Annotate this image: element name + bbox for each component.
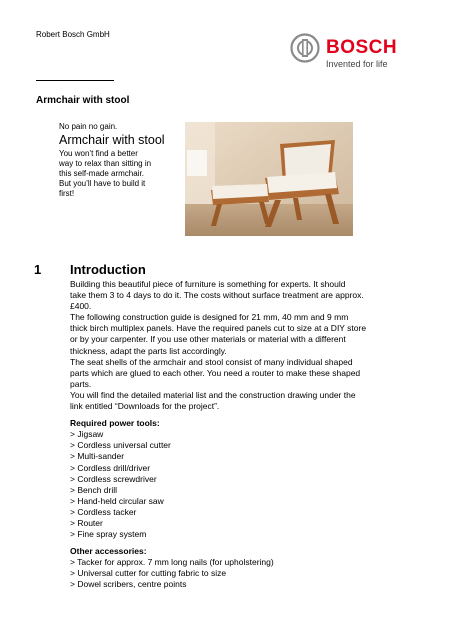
body-line: You will find the detailed material list and the construction drawing under the [70, 389, 356, 400]
list-item: > Universal cutter for cutting fabric to size [70, 568, 227, 579]
body-line: parts. [70, 378, 92, 389]
list-item: > Cordless drill/driver [70, 462, 151, 473]
list-item: > Jigsaw [70, 429, 104, 440]
list-item: > Fine spray system [70, 529, 147, 540]
body-line: take them 3 to 4 days to do it. The costs without surface treatment are approx. [70, 290, 364, 301]
body-line: link entitled “Downloads for the project”. [70, 401, 220, 412]
intro-line: You won’t find a better [59, 149, 138, 158]
intro-tagline: No pain no gain. [59, 122, 118, 131]
list-item: > Hand-held circular saw [70, 495, 164, 506]
chapter-title: Introduction [70, 262, 146, 277]
heading-rule [36, 80, 114, 81]
intro-line: way to relax than sitting in [59, 159, 152, 168]
accessories-list [70, 557, 410, 590]
list-item: > Cordless universal cutter [70, 440, 171, 451]
section-heading: Armchair with stool [36, 95, 130, 106]
intro-line: this self-made armchair. [59, 169, 144, 178]
list-item: > Cordless tacker [70, 506, 137, 517]
body-line: Building this beautiful piece of furniture is something for experts. It should [70, 279, 346, 289]
body-line: thickness, adapt the parts list accordingly. [70, 345, 227, 356]
intro-line: first! [59, 189, 75, 198]
power-tools-heading: Required power tools: [70, 418, 160, 429]
armchair-photo [185, 122, 353, 236]
bosch-tagline: Invented for life [326, 59, 388, 69]
accessories-heading: Other accessories: [70, 546, 147, 557]
list-item: > Cordless screwdriver [70, 473, 157, 484]
chapter-number: 1 [34, 262, 42, 277]
body-text [70, 279, 410, 591]
body-line: or by your carpenter. If you use other materials or material with a different [70, 334, 346, 345]
power-tools-list [70, 429, 410, 540]
bosch-wordmark: BOSCH [326, 37, 398, 58]
body-line: The seat shells of the armchair and stool consist of many individual shaped [70, 356, 353, 367]
body-line: The following construction guide is designed for 21 mm, 40 mm and 9 mm [70, 312, 349, 323]
list-item: > Router [70, 517, 103, 528]
bosch-armature-icon [290, 33, 320, 63]
list-item: > Dowel scribers, centre points [70, 579, 187, 590]
list-item: > Multi-sander [70, 451, 125, 462]
body-line: £400. [70, 301, 92, 312]
body-line: thick birch multiplex panels. Have the required panels cut to size at a DIY store [70, 323, 367, 334]
list-item: > Bench drill [70, 484, 118, 495]
intro-line: But you’ll have to build it [59, 179, 146, 188]
intro-title: Armchair with stool [59, 133, 165, 147]
company-name: Robert Bosch GmbH [36, 30, 110, 39]
body-line: parts which are glued to each other. You need a router to make these shaped [70, 367, 361, 378]
bosch-logo [290, 33, 416, 73]
intro-block [59, 122, 171, 199]
list-item: > Tacker for approx. 7 mm long nails (for upholstering) [70, 557, 274, 568]
